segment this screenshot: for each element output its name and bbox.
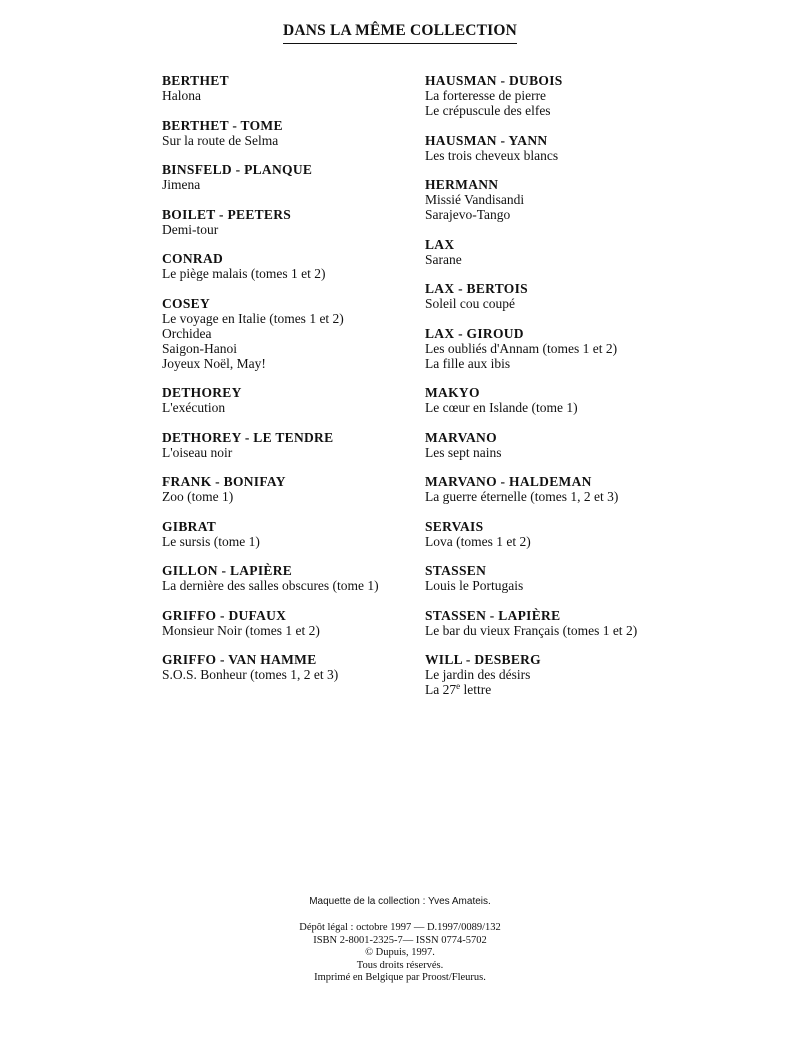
legal-notice bbox=[0, 922, 800, 985]
author-name: BINSFELD - PLANQUE bbox=[162, 162, 313, 177]
collection-entry bbox=[162, 608, 432, 638]
work-title: Le jardin des désirs bbox=[425, 667, 531, 682]
left-column bbox=[162, 73, 432, 697]
collection-entry bbox=[425, 237, 725, 267]
collection-entry bbox=[425, 652, 725, 697]
author-name: GRIFFO - DUFAUX bbox=[162, 607, 287, 623]
author-name: BERTHET bbox=[162, 73, 229, 88]
work-title: La forteresse de pierre bbox=[425, 88, 547, 103]
legal-line: Tous droits réservés. bbox=[356, 959, 444, 971]
author-name: LAX - BERTOIS bbox=[425, 281, 528, 296]
author-name: WILL - DESBERG bbox=[425, 652, 541, 667]
work-title: Lova (tomes 1 et 2) bbox=[425, 533, 531, 549]
work-title: Les trois cheveux blancs bbox=[425, 147, 559, 163]
collection-entry bbox=[425, 177, 725, 222]
collection-entry bbox=[162, 474, 432, 504]
work-title: Missié Vandisandi bbox=[425, 192, 525, 207]
author-name: STASSEN - LAPIÈRE bbox=[425, 607, 561, 623]
work-title: Le sursis (tome 1) bbox=[162, 533, 260, 549]
author-name: DETHOREY - LE TENDRE bbox=[162, 429, 334, 445]
author-name: LAX - GIROUD bbox=[425, 325, 524, 341]
author-name: HAUSMAN - DUBOIS bbox=[425, 73, 563, 88]
work-title: Sarajevo-Tango bbox=[425, 207, 511, 222]
collection-entry bbox=[162, 519, 432, 549]
author-name: CONRAD bbox=[162, 251, 224, 266]
legal-line: ISBN 2-8001-2325-7— ISSN 0774-5702 bbox=[313, 934, 487, 946]
collection-entry bbox=[425, 474, 725, 504]
work-title: Saigon-Hanoi bbox=[162, 340, 237, 356]
collection-entry bbox=[425, 563, 725, 593]
work-title: Le bar du vieux Français (tomes 1 et 2) bbox=[425, 622, 638, 638]
author-name: HERMANN bbox=[425, 177, 499, 192]
legal-line: Imprimé en Belgique par Proost/Fleurus. bbox=[314, 972, 486, 983]
collection-entry bbox=[425, 73, 725, 118]
author-name: BOILET - PEETERS bbox=[162, 206, 292, 222]
work-title: La dernière des salles obscures (tome 1) bbox=[162, 578, 379, 593]
work-title: Louis le Portugais bbox=[425, 578, 524, 593]
collection-entry bbox=[425, 608, 725, 638]
author-name: STASSEN bbox=[425, 563, 487, 578]
work-title: Jimena bbox=[162, 177, 201, 192]
work-title: Les sept nains bbox=[425, 444, 502, 460]
author-name: MARVANO - HALDEMAN bbox=[425, 474, 592, 489]
author-name: GILLON - LAPIÈRE bbox=[162, 563, 293, 578]
work-title: La fille aux ibis bbox=[425, 355, 511, 371]
author-name: COSEY bbox=[162, 295, 211, 311]
collection-entry bbox=[162, 430, 432, 460]
work-title: Le cœur en Islande (tome 1) bbox=[425, 400, 578, 415]
work-title: Sarane bbox=[425, 251, 462, 267]
work-title: Joyeux Noël, May! bbox=[162, 355, 266, 371]
legal-line: © Dupuis, 1997. bbox=[365, 947, 435, 958]
collection-entry bbox=[162, 118, 432, 148]
collection-entry bbox=[425, 133, 725, 163]
collection-entry bbox=[162, 207, 432, 237]
author-name: BERTHET - TOME bbox=[162, 117, 283, 133]
work-title-part: lettre bbox=[460, 682, 492, 697]
collection-entry bbox=[162, 162, 432, 192]
work-title: Soleil cou coupé bbox=[425, 296, 515, 311]
collection-entry bbox=[162, 652, 432, 682]
work-title: Sur la route de Selma bbox=[162, 132, 279, 148]
collection-entry bbox=[425, 326, 725, 371]
work-title: Zoo (tome 1) bbox=[162, 489, 234, 504]
collection-entry bbox=[162, 385, 432, 415]
collection-entry bbox=[162, 296, 432, 371]
work-title: La guerre éternelle (tomes 1, 2 et 3) bbox=[425, 489, 619, 504]
collection-entry bbox=[425, 430, 725, 460]
design-credit: Maquette de la collection : Yves Amateis. bbox=[309, 896, 491, 907]
collection-entry bbox=[425, 519, 725, 549]
page-title: DANS LA MÊME COLLECTION bbox=[283, 22, 517, 44]
author-name: MAKYO bbox=[425, 385, 480, 400]
collection-entry bbox=[425, 385, 725, 415]
author-name: SERVAIS bbox=[425, 518, 484, 534]
ordinal-superscript: e bbox=[456, 681, 461, 691]
collection-entry bbox=[425, 281, 725, 311]
legal-line: Dépôt légal : octobre 1997 — D.1997/0089/132 bbox=[299, 922, 501, 933]
work-title: Les oubliés d'Annam (tomes 1 et 2) bbox=[425, 340, 618, 356]
work-title: L'oiseau noir bbox=[162, 444, 233, 460]
author-name: GRIFFO - VAN HAMME bbox=[162, 652, 317, 667]
collection-entry bbox=[162, 73, 432, 103]
author-name: HAUSMAN - YANN bbox=[425, 132, 548, 148]
collection-entry bbox=[162, 563, 432, 593]
work-title: S.O.S. Bonheur (tomes 1, 2 et 3) bbox=[162, 667, 339, 682]
author-name: LAX bbox=[425, 236, 455, 252]
work-title: Halona bbox=[162, 88, 201, 103]
page-title-wrapper bbox=[0, 22, 800, 44]
author-name: FRANK - BONIFAY bbox=[162, 474, 286, 489]
work-title: Monsieur Noir (tomes 1 et 2) bbox=[162, 622, 320, 638]
work-title: Le crépuscule des elfes bbox=[425, 103, 551, 118]
right-column bbox=[425, 73, 725, 712]
work-title: L'exécution bbox=[162, 400, 226, 415]
author-name: MARVANO bbox=[425, 429, 497, 445]
work-title: Orchidea bbox=[162, 325, 212, 341]
collection-entry bbox=[162, 251, 432, 281]
work-title: Le piège malais (tomes 1 et 2) bbox=[162, 266, 326, 281]
author-name: DETHOREY bbox=[162, 385, 242, 400]
author-name: GIBRAT bbox=[162, 518, 217, 534]
work-title: Demi-tour bbox=[162, 221, 219, 237]
work-title bbox=[425, 682, 725, 697]
work-title: Le voyage en Italie (tomes 1 et 2) bbox=[162, 310, 344, 326]
work-title-part: La 27 bbox=[425, 682, 457, 697]
